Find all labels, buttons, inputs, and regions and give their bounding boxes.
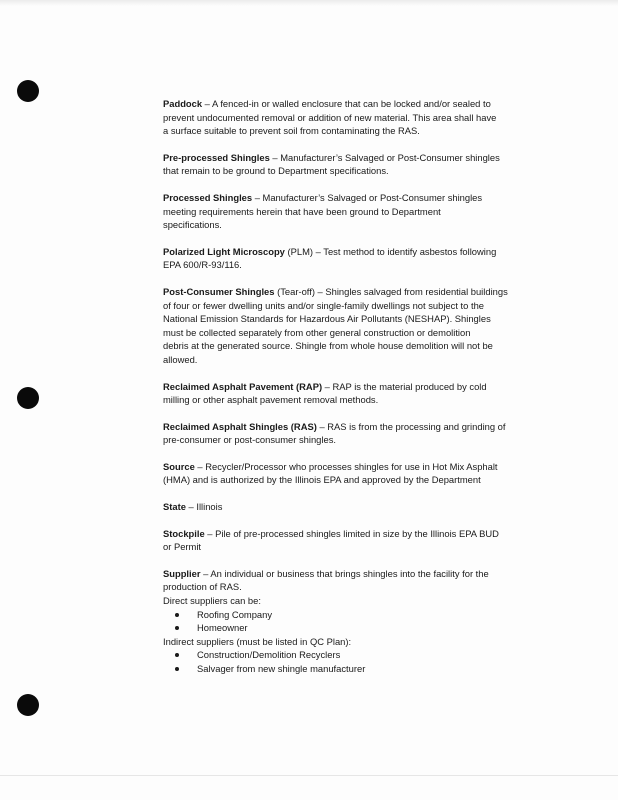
direct-suppliers-heading: Direct suppliers can be: xyxy=(163,595,261,607)
definition-list xyxy=(163,97,545,554)
definitions-section xyxy=(163,97,545,689)
definition-first-line xyxy=(163,380,545,394)
definition-text: (Tear-off) – Shingles salvaged from residential buildings xyxy=(274,285,508,297)
list-item xyxy=(175,648,545,662)
definition-first-line xyxy=(163,527,545,541)
definition-first-line xyxy=(163,420,545,434)
definition-first-line xyxy=(163,97,545,111)
definition-term: Processed Shingles xyxy=(163,191,253,203)
direct-suppliers-list xyxy=(163,608,545,635)
indirect-suppliers-list xyxy=(163,648,545,675)
page-bottom-edge xyxy=(0,775,618,776)
definition-entry xyxy=(163,527,545,554)
definition-term: Polarized Light Microscopy xyxy=(163,245,285,257)
definition-entry xyxy=(163,285,545,367)
definition-first-line xyxy=(163,191,545,205)
definition-text: allowed. xyxy=(163,353,198,365)
definition-text: EPA 600/R-93/116. xyxy=(163,259,242,271)
definition-first-line xyxy=(163,460,545,474)
list-item-text: Salvager from new shingle manufacturer xyxy=(197,663,366,674)
definition-entry xyxy=(163,97,545,138)
definition-text: – Manufacturer’s Salvaged or Post-Consumer shingles xyxy=(269,151,500,163)
definition-entry xyxy=(163,151,545,178)
punch-hole-top xyxy=(17,80,39,102)
definition-term: Paddock xyxy=(163,98,203,109)
definition-first-line xyxy=(163,151,545,165)
list-item-text: Construction/Demolition Recyclers xyxy=(197,649,341,661)
bullet-icon xyxy=(175,667,179,671)
definition-term: Source xyxy=(163,460,195,472)
definition-text: (HMA) and is authorized by the Illinois EPA and approved by the Department xyxy=(163,474,481,486)
definition-text: meeting requirements herein that have been ground to Department xyxy=(163,205,441,217)
definition-text: – Manufacturer’s Salvaged or Post-Consumer shingles xyxy=(252,191,483,203)
definition-first-line xyxy=(163,567,545,581)
bullet-icon xyxy=(175,653,179,657)
definition-entry xyxy=(163,460,545,487)
bullet-icon xyxy=(175,613,179,617)
definition-text: – A fenced-in or walled enclosure that can be locked and/or sealed to xyxy=(202,98,491,109)
definition-term: Supplier xyxy=(163,567,201,579)
list-item-text: Roofing Company xyxy=(197,608,273,620)
definition-term: Pre-processed Shingles xyxy=(163,151,270,163)
definition-first-line xyxy=(163,245,545,259)
bullet-icon xyxy=(175,626,179,630)
definition-text: National Emission Standards for Hazardous Air Pollutants (NESHAP). Shingles xyxy=(163,313,491,325)
definition-text: (PLM) – Test method to identify asbestos following xyxy=(284,245,497,257)
punch-hole-middle xyxy=(17,387,39,409)
definition-text: of four or fewer dwelling units and/or single-family dwellings not subject to the xyxy=(163,299,484,311)
definition-text: debris at the generated source. Shingle from whole house demolition will not be xyxy=(163,340,493,352)
definition-text: – Recycler/Processor who processes shingles for use in Hot Mix Asphalt xyxy=(194,460,498,472)
definition-text: production of RAS. xyxy=(163,581,242,593)
definition-text: prevent undocumented removal or addition of new material. This area shall have xyxy=(163,111,497,123)
definition-text: milling or other asphalt pavement removal methods. xyxy=(163,394,379,406)
list-item xyxy=(175,621,545,635)
list-item-text: Homeowner xyxy=(197,622,248,634)
definition-first-line xyxy=(163,285,545,299)
definition-text: – RAS is from the processing and grinding of xyxy=(316,420,506,432)
definition-text: – RAP is the material produced by cold xyxy=(322,380,487,392)
definition-text: pre-consumer or post-consumer shingles. xyxy=(163,434,336,446)
punch-hole-bottom xyxy=(17,694,39,716)
list-item xyxy=(175,608,545,622)
definition-term: Post-Consumer Shingles xyxy=(163,285,275,297)
definition-entry xyxy=(163,191,545,232)
definition-text: – An individual or business that brings shingles into the facility for the xyxy=(200,567,489,579)
definition-term: State xyxy=(163,501,186,513)
definition-text: – Pile of pre-processed shingles limited in size by the Illinois EPA BUD xyxy=(204,527,499,539)
definition-text: must be collected separately from other general construction or demolition xyxy=(163,326,471,338)
definition-term: Stockpile xyxy=(163,527,205,539)
definition-text: – Illinois xyxy=(185,501,223,513)
definition-entry xyxy=(163,420,545,447)
definition-entry xyxy=(163,380,545,407)
indirect-suppliers-heading: Indirect suppliers (must be listed in QC Plan): xyxy=(163,635,352,647)
definition-entry xyxy=(163,245,545,272)
definition-term: Reclaimed Asphalt Shingles (RAS) xyxy=(163,420,317,432)
page-top-edge xyxy=(0,0,618,6)
definition-first-line xyxy=(163,500,545,514)
definition-term: Reclaimed Asphalt Pavement (RAP) xyxy=(163,380,323,392)
definition-text: or Permit xyxy=(163,541,202,553)
definition-entry xyxy=(163,500,545,514)
definition-text: a surface suitable to prevent soil from contaminating the RAS. xyxy=(163,125,420,137)
definition-text: that remain to be ground to Department specifications. xyxy=(163,165,389,177)
definition-text: specifications. xyxy=(163,219,222,231)
definition-supplier xyxy=(163,567,545,676)
list-item xyxy=(175,662,545,676)
